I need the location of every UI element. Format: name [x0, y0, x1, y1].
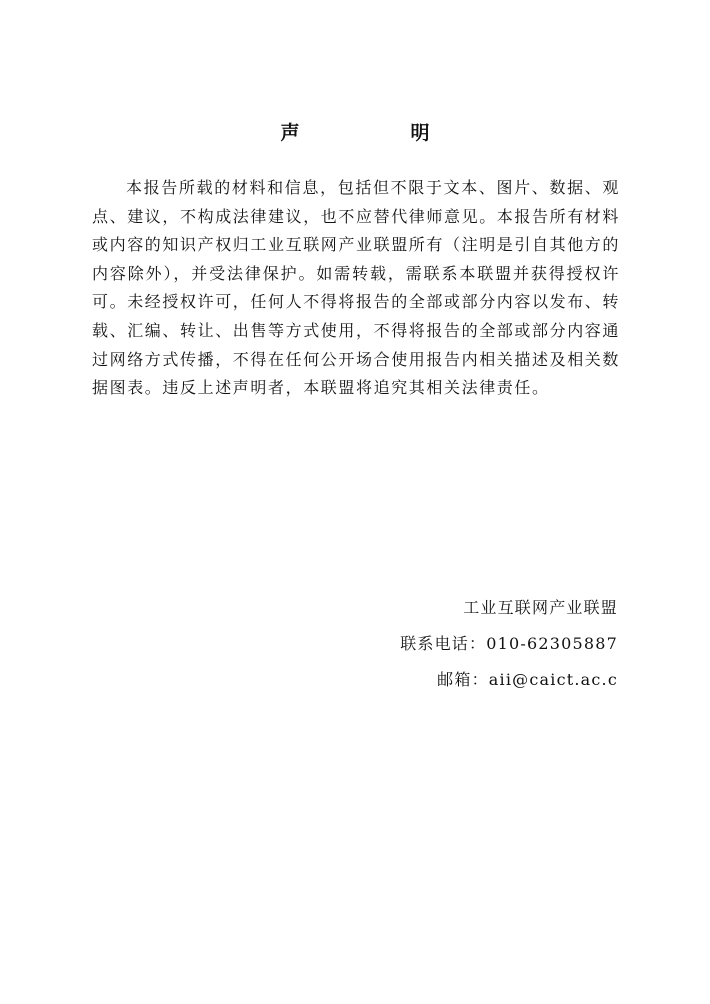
statement-paragraph: 本报告所载的材料和信息，包括但不限于文本、图片、数据、观点、建议，不构成法律建议，也不应替代律师意见。本报告所有材料或内容的知识产权归工业互联网产业联盟所有（注明是引自其他方的内容除外），并受法律保护。如需转载，需联系本联盟并获得授权许可。未经授权许可，任何人不得将报告的全部或部分内容以发布、转载、汇编、转让、出售等方式使用，不得将报告的全部或部分内容通过网络方式传播，不得在任何公开场合使用报告内相关描述及相关数据图表。违反上述声明者，本联盟将追究其相关法律责任。 — [92, 178, 621, 398]
page-title: 声 明 — [280, 122, 476, 144]
contact-phone: 联系电话：010-62305887 — [400, 634, 618, 653]
organization-name: 工业互联网产业联盟 — [463, 598, 618, 617]
contact-email: 邮箱：aii@caict.ac.c — [437, 670, 618, 689]
signature-block — [218, 590, 618, 698]
